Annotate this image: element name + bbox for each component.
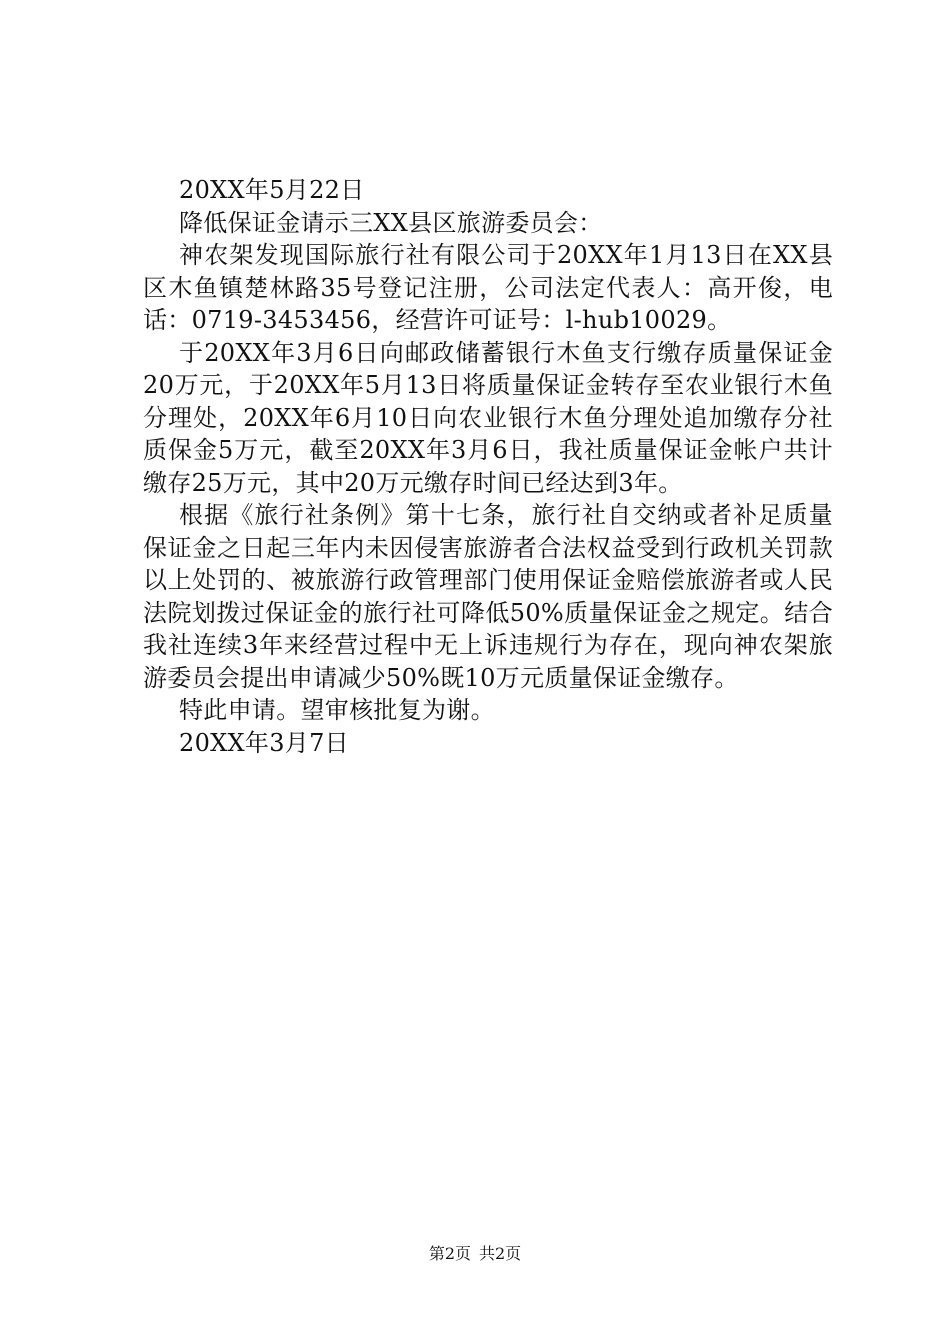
signature-date: 20XX年3月7日 xyxy=(179,728,349,757)
date-line: 20XX年5月22日 xyxy=(179,176,365,204)
deposit-history-paragraph: 于20XX年3月6日向邮政储蓄银行木鱼支行缴存质量保证金20万元，于20XX年5月13日将质量保证金转存至农业银行木鱼分理处，20XX年6月10日向农业银行木鱼分理处追加缴存分社质保金5万元，截至20XX年3月6日，我社质量保证金帐户共计缴存25万元，其中20万元缴存时间已经达到3年。 xyxy=(143,338,833,497)
regulation-basis-paragraph: 根据《旅行社条例》第十七条，旅行社自交纳或者补足质量保证金之日起三年内未因侵害旅游者合法权益受到行政机关罚款以上处罚的、被旅游行政管理部门使用保证金赔偿旅游者或人民法院划拨过保证金的旅行社可降低50%质量保证金之规定。结合我社连续3年来经营过程中无上诉违规行为存在，现向神农架旅游委员会提出申请减少50%既10万元质量保证金缴存。 xyxy=(143,501,833,692)
document-body xyxy=(143,174,833,759)
page-total: 共2页 xyxy=(479,1244,522,1263)
company-info-paragraph: 神农架发现国际旅行社有限公司于20XX年1月13日在XX县区木鱼镇楚林路35号登记注册，公司法定代表人：高开俊，电话：0719-3453456，经营许可证号：l-hub10029。 xyxy=(143,241,833,334)
closing-request: 特此申请。望审核批复为谢。 xyxy=(179,696,495,724)
request-title: 降低保证金请示三XX县区旅游委员会： xyxy=(179,208,603,237)
page-number: 第2页 xyxy=(428,1244,471,1263)
page-footer xyxy=(0,1243,950,1265)
